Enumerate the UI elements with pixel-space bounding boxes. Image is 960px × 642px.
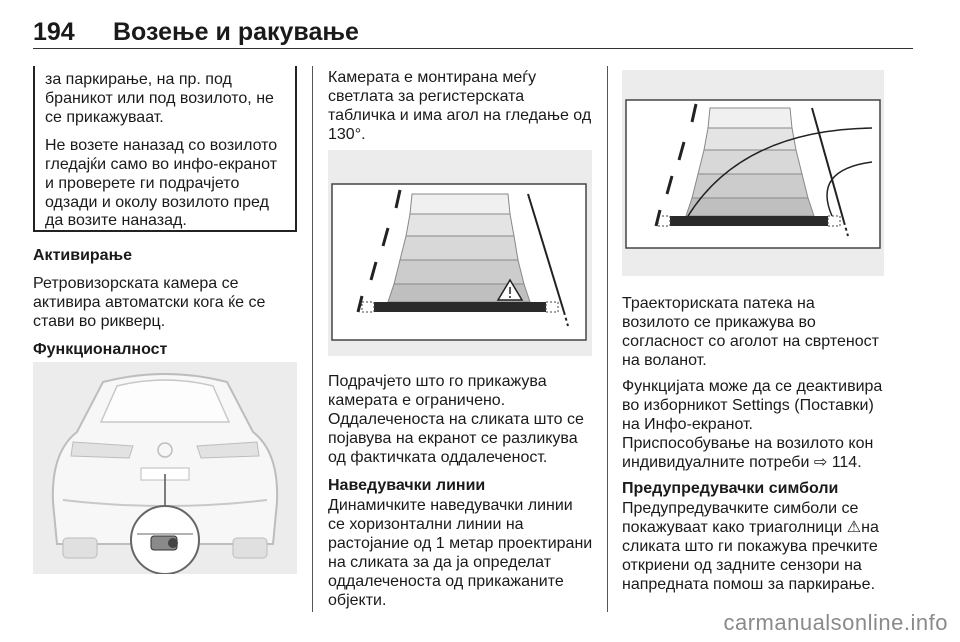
- page-reference: [622, 453, 862, 472]
- warning-text-line: да возите наназад.: [45, 212, 187, 229]
- camera-display-figure: [328, 150, 592, 356]
- header-rule: [33, 48, 913, 49]
- body-text-line: возилото се прикажува во: [622, 314, 816, 331]
- body-text-line: Подрачјето што го прикажува: [328, 373, 547, 390]
- page-number: 194: [33, 18, 75, 46]
- column-divider-1: [312, 66, 313, 612]
- body-text-line: Траекториската патека на: [622, 295, 815, 312]
- body-text-line: во изборникот Settings (Поставки): [622, 397, 874, 414]
- body-text-line: 130°.: [328, 126, 366, 143]
- warning-text-line: се прикажуваат.: [45, 109, 164, 126]
- body-text: на: [861, 519, 879, 536]
- body-text-line: стави во рикверц.: [33, 313, 166, 330]
- watermark: carmanualsonline.info: [723, 610, 948, 635]
- page-reference-arrow-icon: ⇨: [813, 454, 828, 471]
- warning-text-line: браникот или под возилото, не: [45, 90, 274, 107]
- body-text-line: оддалеченоста од прикажаните: [328, 573, 564, 590]
- reference-text: индивидуалните потреби: [622, 454, 814, 471]
- body-text-line: на сликата за да ја определат: [328, 554, 552, 571]
- body-text-line: појавува на екранот се разликува: [328, 430, 578, 447]
- car-rear-illustration: [33, 362, 297, 574]
- body-text-line: сликата што ги покажува пречките: [622, 538, 878, 555]
- warning-text-line: одзади и околу возилото пред: [45, 194, 269, 211]
- heading-warning-symbols: Предупредувачки симболи: [622, 480, 839, 497]
- body-text-line: табличка и има агол на гледање од: [328, 107, 592, 124]
- heading-function: Функционалност: [33, 341, 168, 358]
- body-text-line: растојание од 1 метар проектирани: [328, 535, 593, 552]
- body-text-line: Предупредувачките симболи се: [622, 500, 859, 517]
- page-title: Возење и ракување: [113, 18, 359, 46]
- body-text-line: Камерата е монтирана меѓу: [328, 69, 537, 86]
- warning-triangle-icon: ⚠: [846, 519, 862, 536]
- body-text-line: Приспособување на возилото кон: [622, 435, 874, 452]
- body-text-line: камерата е ограничено.: [328, 392, 506, 409]
- trajectory-figure: [622, 70, 884, 276]
- body-text-line: Функцијата може да се деактивира: [622, 378, 883, 395]
- trajectory-screen-illustration: [622, 70, 884, 276]
- car-rear-camera-figure: [33, 362, 297, 574]
- warning-text-line: за паркирање, на пр. под: [45, 71, 232, 88]
- body-text-line: [622, 518, 879, 537]
- body-text-line: Динамичките наведувачки линии: [328, 497, 573, 514]
- heading-guidelines: Наведувачки линии: [328, 477, 486, 494]
- body-text-line: Ретровизорската камера се: [33, 275, 239, 292]
- column-divider-2: [607, 66, 608, 612]
- body-text: покажуваат како триаголници: [622, 519, 847, 536]
- heading-activation: Активирање: [33, 247, 132, 264]
- warning-text-line: гледајќи само во инфо-екранот: [45, 156, 278, 173]
- body-text-line: на Инфо-екранот.: [622, 416, 753, 433]
- body-text-line: активира автоматски кога ќе се: [33, 294, 266, 311]
- reference-page-number: 114.: [827, 454, 862, 471]
- page-header: [33, 14, 913, 50]
- body-text-line: согласност со аголот на свртеност: [622, 333, 879, 350]
- body-text-line: Оддалеченоста на сликата што се: [328, 411, 584, 428]
- body-text-line: напредната помош за паркирање.: [622, 576, 876, 593]
- body-text-line: од фактичката оддалеченост.: [328, 449, 548, 466]
- body-text-line: светлата за регистерската: [328, 88, 525, 105]
- body-text-line: откриени од задните сензори на: [622, 557, 862, 574]
- warning-text-line: Не возете наназад со возилото: [45, 137, 278, 154]
- body-text-line: на воланот.: [622, 352, 707, 369]
- warning-text-line: и проверете ги подрачјето: [45, 175, 240, 192]
- body-text-line: објекти.: [328, 592, 387, 609]
- body-text-line: се хоризонтални линии на: [328, 516, 524, 533]
- guidelines-screen-illustration: [328, 150, 592, 356]
